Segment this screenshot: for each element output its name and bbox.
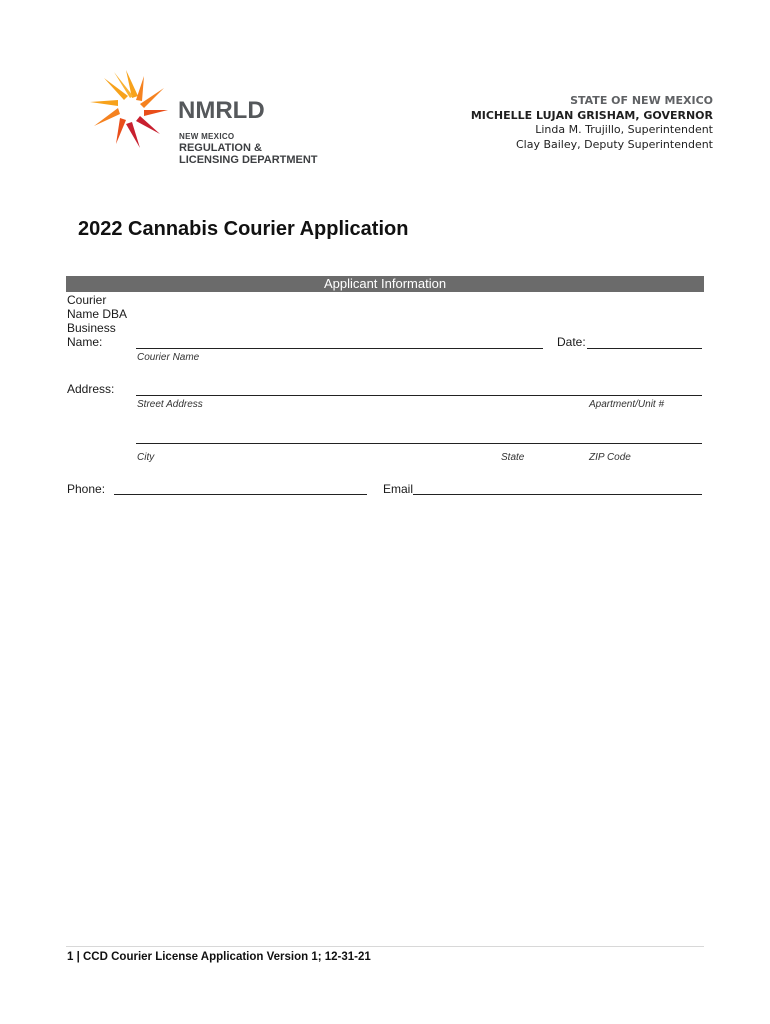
address-label: Address: [67,382,115,396]
logo-subtitle-line1: NEW MEXICO [179,132,235,141]
courier-name-label: Courier Name DBA Business Name: [67,293,128,349]
courier-name-caption: Courier Name [137,352,200,363]
logo-subtitle [179,142,318,166]
section-title: Applicant Information [323,276,447,291]
state-header [471,94,713,152]
superintendent-line: Linda M. Trujillo, Superintendent [535,123,713,136]
email-label: Email [383,482,414,496]
phone-field[interactable] [114,494,367,495]
nmrld-logo-mark-icon [86,66,172,152]
date-label: Date: [557,335,586,349]
logo-wordmark: NMRLD [178,97,265,124]
state-caption: State [501,452,525,463]
courier-name-field[interactable] [136,348,543,349]
email-field[interactable] [413,494,702,495]
state-name: STATE OF NEW MEXICO [570,94,713,107]
date-field[interactable] [587,348,702,349]
page-title: 2022 Cannabis Courier Application [78,218,409,240]
deputy-superintendent-line: Clay Bailey, Deputy Superintendent [515,137,713,151]
apartment-caption: Apartment/Unit # [589,399,665,410]
governor-line: MICHELLE LUJAN GRISHAM, GOVERNOR [470,108,713,122]
street-address-field[interactable] [136,395,702,396]
city-state-zip-field[interactable] [136,443,702,444]
phone-label: Phone: [67,482,106,496]
logo-rays [90,70,168,148]
street-address-caption: Street Address [137,399,203,410]
logo-subtitle-line2: REGULATION & [179,142,262,154]
zip-caption: ZIP Code [589,452,631,463]
logo-subtitle-line3: LICENSING DEPARTMENT [179,154,318,166]
footer-divider [66,946,704,947]
footer-text: 1 | CCD Courier License Application Version 1; 12-31-21 [67,951,371,963]
city-caption: City [137,452,155,463]
section-banner [66,276,704,292]
